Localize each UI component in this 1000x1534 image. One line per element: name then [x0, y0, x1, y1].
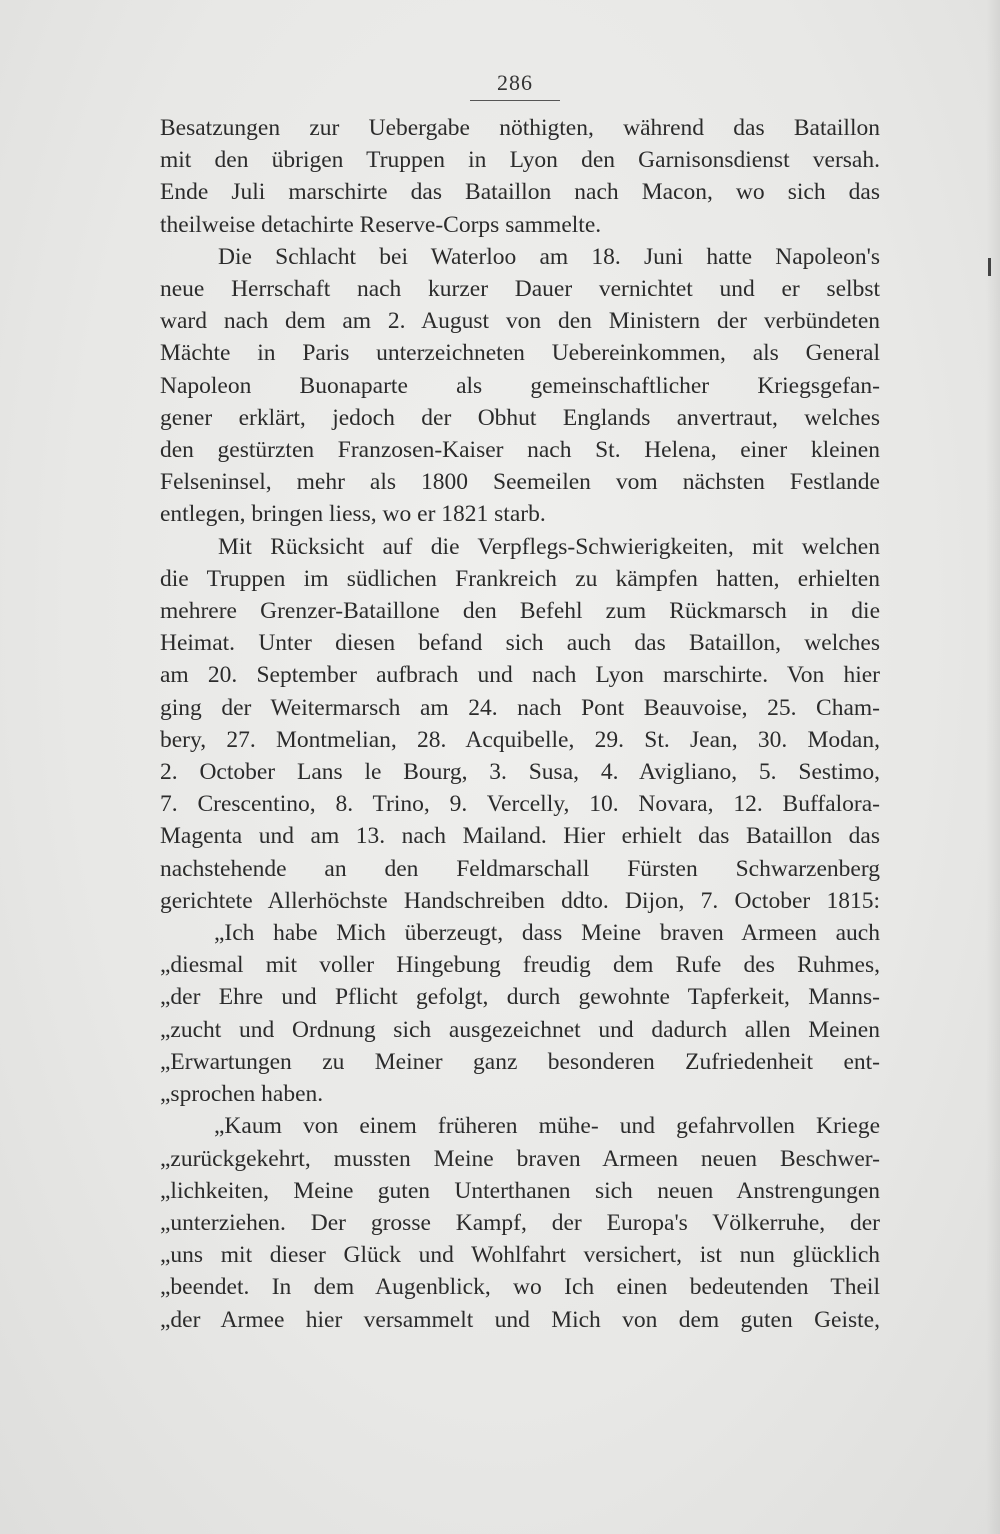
text-line: „unterziehen. Der grosse Kampf, der Europa's Völkerruhe, der — [160, 1209, 880, 1236]
text-line: gener erklärt, jedoch der Obhut Englands anvertraut, welches — [160, 404, 880, 431]
text-line: Mit Rücksicht auf die Verpflegs-Schwierigkeiten, mit welchen — [218, 533, 880, 560]
text-line: „der Armee hier versammelt und Mich von dem guten Geiste, — [160, 1306, 880, 1333]
text-line: ging der Weitermarsch am 24. nach Pont Beauvoise, 25. Cham- — [160, 694, 880, 721]
text-line: „diesmal mit voller Hingebung freudig dem Rufe des Ruhmes, — [160, 952, 880, 979]
text-line: mit den übrigen Truppen in Lyon den Garnisonsdienst versah. — [160, 147, 880, 174]
text-line: Ende Juli marschirte das Bataillon nach Macon, wo sich das — [160, 179, 880, 206]
page-number: 286 — [497, 70, 533, 95]
text-line: Besatzungen zur Uebergabe nöthigten, während das Bataillon — [160, 115, 880, 141]
text-line: Die Schlacht bei Waterloo am 18. Juni hatte Napoleon's — [218, 243, 880, 270]
text-line: „zurückgekehrt, mussten Meine braven Armeen neuen Beschwer- — [160, 1145, 880, 1172]
text-line: entlegen, bringen liess, wo er 1821 starb. — [160, 501, 546, 528]
body-text — [160, 112, 880, 1336]
text-line: 2. October Lans le Bourg, 3. Susa, 4. Avigliano, 5. Sestimo, — [160, 759, 880, 786]
text-line: Mächte in Paris unterzeichneten Uebereinkommen, als General — [160, 340, 880, 367]
text-line: „der Ehre und Pflicht gefolgt, durch gewohnte Tapferkeit, Manns- — [160, 984, 880, 1011]
text-line: 7. Crescentino, 8. Trino, 9. Vercelly, 10. Novara, 12. Buffalora- — [160, 791, 880, 818]
text-line: ward nach dem am 2. August von den Ministern der verbündeten — [160, 308, 880, 335]
text-line: „Ich habe Mich überzeugt, dass Meine braven Armeen auch — [214, 920, 880, 947]
text-line: Magenta und am 13. nach Mailand. Hier erhielt das Bataillon das — [160, 823, 880, 850]
text-line: Napoleon Buonaparte als gemeinschaftlicher Kriegsgefan- — [160, 372, 880, 399]
text-line: am 20. September aufbrach und nach Lyon marschirte. Von hier — [160, 662, 880, 689]
text-line: den gestürzten Franzosen-Kaiser nach St. Helena, einer kleinen — [160, 437, 880, 464]
text-line: „beendet. In dem Augenblick, wo Ich einen bedeutenden Theil — [160, 1274, 880, 1301]
text-line: Heimat. Unter diesen befand sich auch das Bataillon, welches — [160, 630, 880, 657]
text-line: gerichtete Allerhöchste Handschreiben ddto. Dijon, 7. October 1815: — [160, 887, 880, 914]
text-line: „sprochen haben. — [160, 1081, 324, 1108]
page-edge-shadow — [986, 0, 1000, 1534]
text-line: neue Herrschaft nach kurzer Dauer vernichtet und er selbst — [160, 276, 880, 303]
text-line: „Kaum von einem früheren mühe- und gefahrvollen Kriege — [214, 1113, 880, 1140]
text-line: die Truppen im südlichen Frankreich zu kämpfen hatten, erhielten — [160, 565, 880, 592]
page-number-rule — [470, 100, 560, 101]
text-line: bery, 27. Montmelian, 28. Acquibelle, 29. St. Jean, 30. Modan, — [160, 726, 880, 753]
text-line: Felseninsel, mehr als 1800 Seemeilen vom nächsten Festlande — [160, 469, 880, 496]
text-line: theilweise detachirte Reserve-Corps sammelte. — [160, 211, 602, 238]
text-line: „lichkeiten, Meine guten Unterthanen sich neuen Anstrengungen — [160, 1177, 880, 1204]
text-line: „zucht und Ordnung sich ausgezeichnet und dadurch allen Meinen — [160, 1016, 880, 1043]
text-line: mehrere Grenzer-Bataillone den Befehl zum Rückmarsch in die — [160, 598, 880, 625]
text-line: „uns mit dieser Glück und Wohlfahrt versichert, ist nun glücklich — [160, 1242, 880, 1269]
text-line: nachstehende an den Feldmarschall Fürsten Schwarzenberg — [160, 855, 880, 882]
text-line: „Erwartungen zu Meiner ganz besonderen Zufriedenheit ent- — [160, 1048, 880, 1075]
